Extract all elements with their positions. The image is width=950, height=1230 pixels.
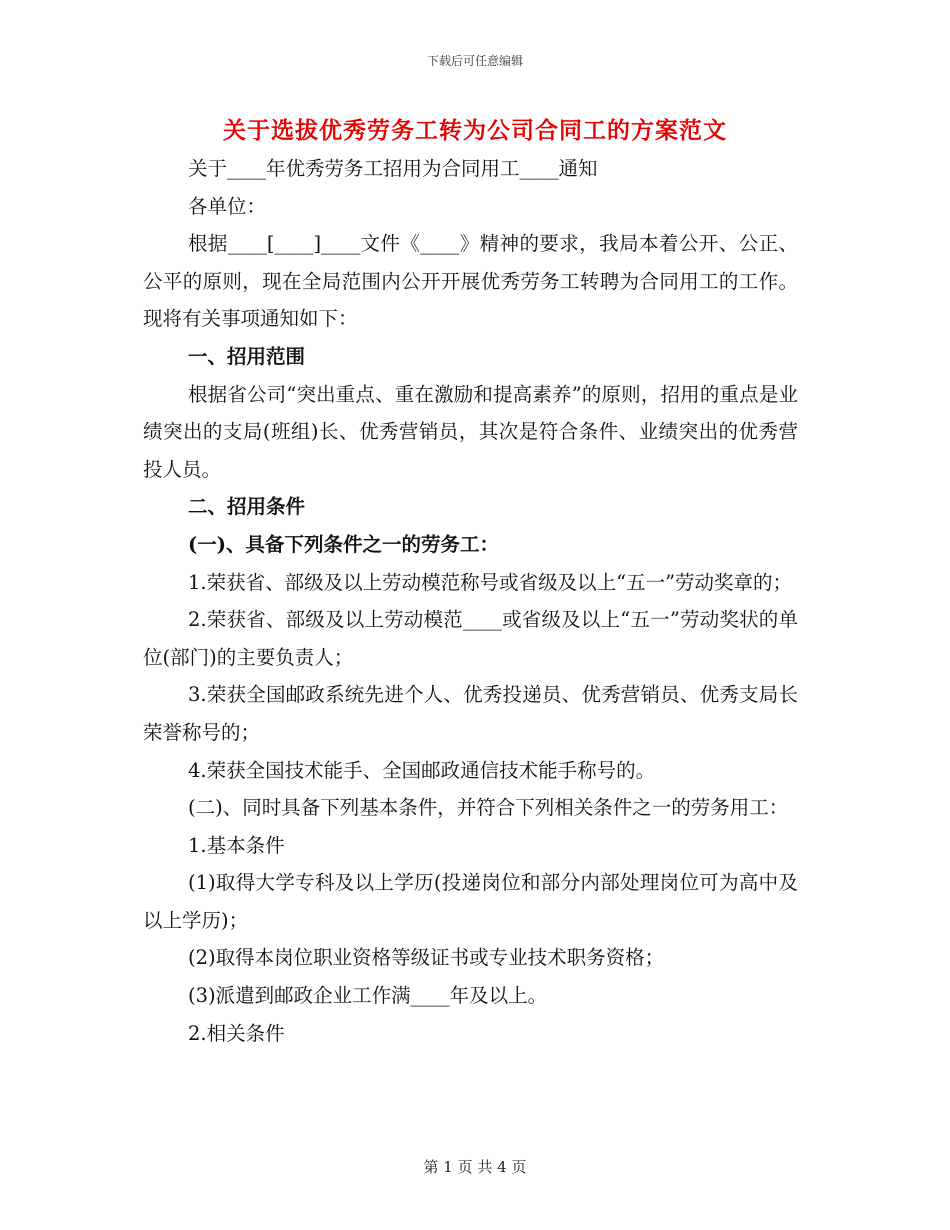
header-note: 下载后可任意编辑: [426, 54, 523, 68]
basic-condition-3: (3)派遣到邮政企业工作满____年及以上。: [188, 984, 548, 1008]
section-heading-conditions: 二、招用条件: [188, 495, 306, 519]
list-item-4: 4.荣获全国技术能手、全国邮政通信技术能手称号的。: [188, 758, 656, 782]
list-item-2: 2.荣获省、部级及以上劳动模范____或省级及以上“五一”劳动奖状的单位(部门)的主要负责人；: [143, 608, 798, 669]
paragraph-scope: 根据省公司“突出重点、重在激励和提高素养”的原则，招用的重点是业绩突出的支局(班组)长、优秀营销员，其次是符合条件、业绩突出的优秀营投人员。: [143, 382, 798, 481]
page-number-footer: 第 1 页 共 4 页: [423, 1158, 527, 1176]
paragraph-salutation: 各单位：: [188, 194, 267, 218]
list-item-3: 3.荣获全国邮政系统先进个人、优秀投递员、优秀营销员、优秀支局长荣誉称号的；: [143, 683, 798, 744]
list-item-1: 1.荣获省、部级及以上劳动模范称号或省级及以上“五一”劳动奖章的；: [188, 570, 793, 594]
basic-condition-2: (2)取得本岗位职业资格等级证书或专业技术职务资格；: [188, 946, 665, 970]
paragraph-notice-heading: 关于____年优秀劳务工招用为合同用工____通知: [188, 157, 598, 180]
basic-condition-1: (1)取得大学专科及以上学历(投递岗位和部分内部处理岗位可为高中及以上学历)；: [143, 871, 798, 932]
subsection-heading-two: (二)、同时具备下列基本条件，并符合下列相关条件之一的劳务用工：: [188, 796, 789, 820]
section-heading-scope: 一、招用范围: [188, 344, 306, 368]
document-body: [143, 150, 798, 1052]
related-conditions-heading: 2.相关条件: [188, 1021, 285, 1045]
basic-conditions-heading: 1.基本条件: [188, 833, 285, 857]
subsection-heading-one: (一)、具备下列条件之一的劳务工：: [188, 532, 499, 556]
document-title: 关于选拔优秀劳务工转为公司合同工的方案范文: [223, 117, 727, 144]
paragraph-intro: 根据____[____]____文件《____》精神的要求，我局本着公开、公正、公平的原则，现在全局范围内公开开展优秀劳务工转聘为合同用工的工作。现将有关事项通知如下：: [143, 232, 798, 331]
